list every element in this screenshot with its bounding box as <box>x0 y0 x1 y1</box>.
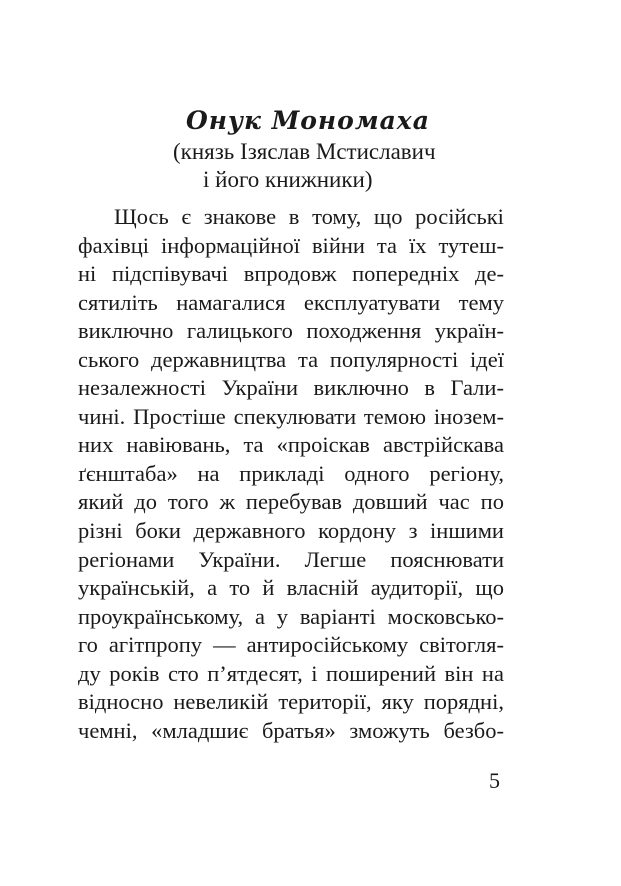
body-line: виключно галицького походження україн- <box>78 318 504 344</box>
body-line: різні боки державного кордону з іншими <box>78 518 504 544</box>
chapter-subtitle-line-1: (князь Ізяслав Мстиславич <box>173 139 436 164</box>
body-line: відносно невеликій території, яку порядні, <box>78 689 504 715</box>
body-line: фахівці інформаційної війни та їх тутеш- <box>78 232 504 258</box>
chapter-subtitle-line-2: і його книжники) <box>203 167 373 192</box>
body-line: чемні, «младшиє братья» зможуть безбо- <box>78 717 504 743</box>
body-line: ні підспівувачі впродовж попередніх де- <box>78 261 504 287</box>
body-line: чині. Простіше спекулювати темою інозем- <box>78 403 504 429</box>
page-number: 5 <box>489 768 500 793</box>
body-line: го агітпропу — антиросійському світогля- <box>78 632 504 658</box>
body-line: українській, а то й власній аудиторії, що <box>78 575 504 601</box>
body-line: незалежності України виключно в Гали- <box>78 375 504 401</box>
body-line: ського державництва та популярності ідеї <box>78 346 504 372</box>
body-line: який до того ж перебував довший час по <box>78 489 504 515</box>
body-line: ґєнштаба» на прикладі одного регіону, <box>78 460 504 486</box>
body-text <box>78 203 504 745</box>
body-line: Щось є знакове в тому, що російські <box>114 204 504 229</box>
chapter-title: Онук Мономаха <box>186 106 430 135</box>
body-line: регіонами України. Легше пояснювати <box>78 546 504 572</box>
body-line: проукраїнському, а у варіанті московсько- <box>78 603 504 629</box>
body-line: ду років сто п’ятдесят, і поширений він на <box>78 660 504 686</box>
body-line: сятиліть намагалися експлуатувати тему <box>78 289 504 315</box>
body-line: них навіювань, та «проіскав австрійскава <box>78 432 504 458</box>
